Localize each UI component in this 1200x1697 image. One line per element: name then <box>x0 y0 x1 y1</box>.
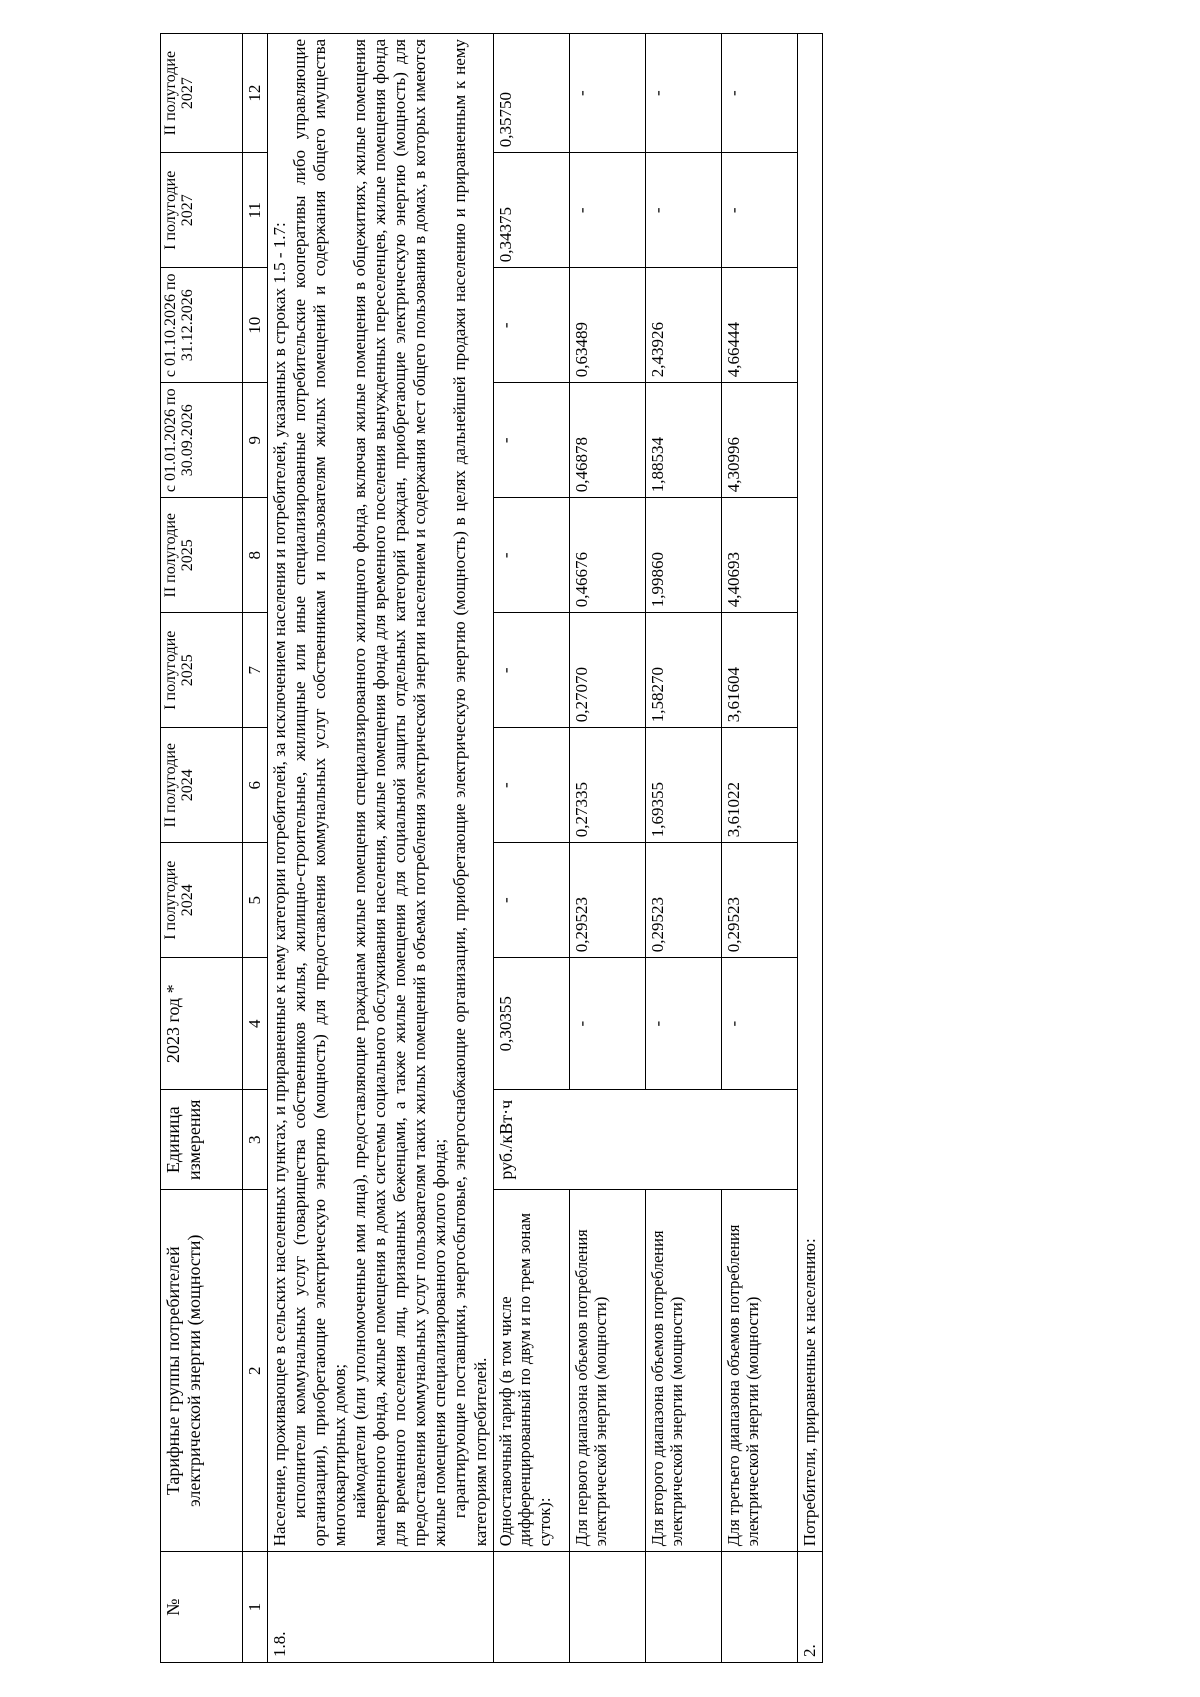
value-cell: 0,29523 <box>645 843 721 958</box>
row-number-empty <box>493 1552 569 1663</box>
value-cell: - <box>569 34 645 153</box>
value-cell: - <box>493 383 569 498</box>
value-cell: - <box>493 498 569 613</box>
value-cell: - <box>721 153 797 268</box>
row-1-8 <box>268 34 494 1663</box>
row-number: 1.8. <box>268 1552 494 1663</box>
column-index: 5 <box>243 843 268 958</box>
row-number: 2. <box>797 1552 822 1663</box>
description-paragraph: наймодатели (или уполномоченные ими лица), предоставляющие гражданам жилые помещения специализированного жилищного фонда, включая жилые помещения в общежитиях, жилые помещения маневренного фонда, жилые помещения в домах системы социального обслуживания населения, жилые помещения фонда для временного поселения вынужденных переселенцев, жилые помещения фонда для временного поселения лиц, признанных беженцами, а также жилые помещения для социальной защиты отдельных категорий граждан, приобретающие электрическую энергию (мощность) для предоставления коммунальных услуг пользователям таких жилых помещений в объемах потребления электрической энергии населением и содержания мест общего пользования в домах, в которых имеются жилые помещения специализированного жилого фонда; <box>350 39 450 1547</box>
value-cell: 0,29523 <box>569 843 645 958</box>
column-index: 9 <box>243 383 268 498</box>
value-cell: 0,29523 <box>721 843 797 958</box>
value-cell: 3,61604 <box>721 613 797 728</box>
row-number-empty <box>645 1552 721 1663</box>
column-index: 10 <box>243 268 268 383</box>
value-cell: - <box>721 34 797 153</box>
value-cell: - <box>721 958 797 1090</box>
column-index: 7 <box>243 613 268 728</box>
header-2026-oct-dec: с 01.10.2026 по 31.12.2026 <box>161 268 243 383</box>
rotated-table-wrapper <box>160 33 1040 1663</box>
header-2023: 2023 год * <box>161 958 243 1090</box>
column-index: 1 <box>243 1552 268 1663</box>
header-2026-jan-sep: с 01.01.2026 по 30.09.2026 <box>161 383 243 498</box>
value-cell: - <box>493 728 569 843</box>
row-1-8-description <box>268 34 494 1552</box>
value-cell: 1,58270 <box>645 613 721 728</box>
table-row-single-rate <box>493 34 569 1663</box>
value-cell: - <box>645 153 721 268</box>
value-cell: 4,66444 <box>721 268 797 383</box>
table-row-range-1 <box>569 34 645 1663</box>
value-cell: 2,43926 <box>645 268 721 383</box>
value-cell: - <box>645 34 721 153</box>
value-cell: - <box>569 153 645 268</box>
value-cell: 0,27070 <box>569 613 645 728</box>
value-cell: 0,46878 <box>569 383 645 498</box>
description-paragraph: гарантирующие поставщики, энергосбытовые, энергоснабжающие организации, приобретающие электрическую энергию (мощность) в целях дальнейшей продажи населению и приравненным к нему категориям потребителей. <box>450 39 490 1547</box>
row-label: Для второго диапазона объемов потребления электрической энергии (мощности) <box>645 1190 721 1552</box>
header-h2-2025: II полугодие 2025 <box>161 498 243 613</box>
column-index: 6 <box>243 728 268 843</box>
row-2 <box>797 34 822 1663</box>
column-index: 12 <box>243 34 268 153</box>
header-groups: Тарифные группы потребителей электрической энергии (мощности) <box>161 1190 243 1552</box>
value-cell: 1,99860 <box>645 498 721 613</box>
value-cell: 0,27335 <box>569 728 645 843</box>
description-paragraph: исполнители коммунальных услуг (товарищества собственников жилья, жилищно-строительные, жилищные или иные специализированные потребительские кооперативы либо управляющие организации), приобретающие электрическую энергию (мощность) для предоставления коммунальных услуг собственникам и пользователям жилых помещений и содержания общего имущества многоквартирных домов; <box>290 39 350 1547</box>
column-index: 11 <box>243 153 268 268</box>
value-cell: - <box>645 958 721 1090</box>
value-cell: 1,69355 <box>645 728 721 843</box>
column-index: 3 <box>243 1090 268 1190</box>
table-row-range-2 <box>645 34 721 1663</box>
column-index: 2 <box>243 1190 268 1552</box>
row-2-label: Потребители, приравненные к населению: <box>797 34 822 1552</box>
value-cell: - <box>569 958 645 1090</box>
value-cell: 1,88534 <box>645 383 721 498</box>
row-label: Для третьего диапазона объемов потребления электрической энергии (мощности) <box>721 1190 797 1552</box>
row-number-empty <box>569 1552 645 1663</box>
header-unit: Единица измерения <box>161 1090 243 1190</box>
header-h1-2024: I полугодие 2024 <box>161 843 243 958</box>
value-cell: - <box>493 613 569 728</box>
column-index: 4 <box>243 958 268 1090</box>
column-index: 8 <box>243 498 268 613</box>
value-cell: 4,30996 <box>721 383 797 498</box>
value-cell: 0,30355 <box>493 958 569 1090</box>
table-header-row <box>161 34 243 1663</box>
header-h1-2027: I полугодие 2027 <box>161 153 243 268</box>
column-index-row <box>243 34 268 1663</box>
value-cell: - <box>493 843 569 958</box>
tariff-table <box>160 33 823 1663</box>
row-label: Для первого диапазона объемов потребления электрической энергии (мощности) <box>569 1190 645 1552</box>
description-paragraph: Население, проживающее в сельских населенных пунктах, и приравненные к нему категории потребителей, за исключением населения и потребителей, указанных в строках 1.5 - 1.7: <box>270 222 290 1547</box>
header-h1-2025: I полугодие 2025 <box>161 613 243 728</box>
row-number-empty <box>721 1552 797 1663</box>
value-cell: 0,46676 <box>569 498 645 613</box>
table-row-range-3 <box>721 34 797 1663</box>
value-cell: 4,40693 <box>721 498 797 613</box>
value-cell: 0,63489 <box>569 268 645 383</box>
value-cell: 0,34375 <box>493 153 569 268</box>
header-no: № <box>161 1552 243 1663</box>
row-label: Одноставочный тариф (в том числе дифференцированный по двум и по трем зонам суток): <box>493 1190 569 1552</box>
value-cell: - <box>493 268 569 383</box>
header-h2-2027: II полугодие 2027 <box>161 34 243 153</box>
header-h2-2024: II полугодие 2024 <box>161 728 243 843</box>
value-cell: 3,61022 <box>721 728 797 843</box>
value-cell: 0,35750 <box>493 34 569 153</box>
unit-cell: руб./кВт·ч <box>493 1090 797 1190</box>
